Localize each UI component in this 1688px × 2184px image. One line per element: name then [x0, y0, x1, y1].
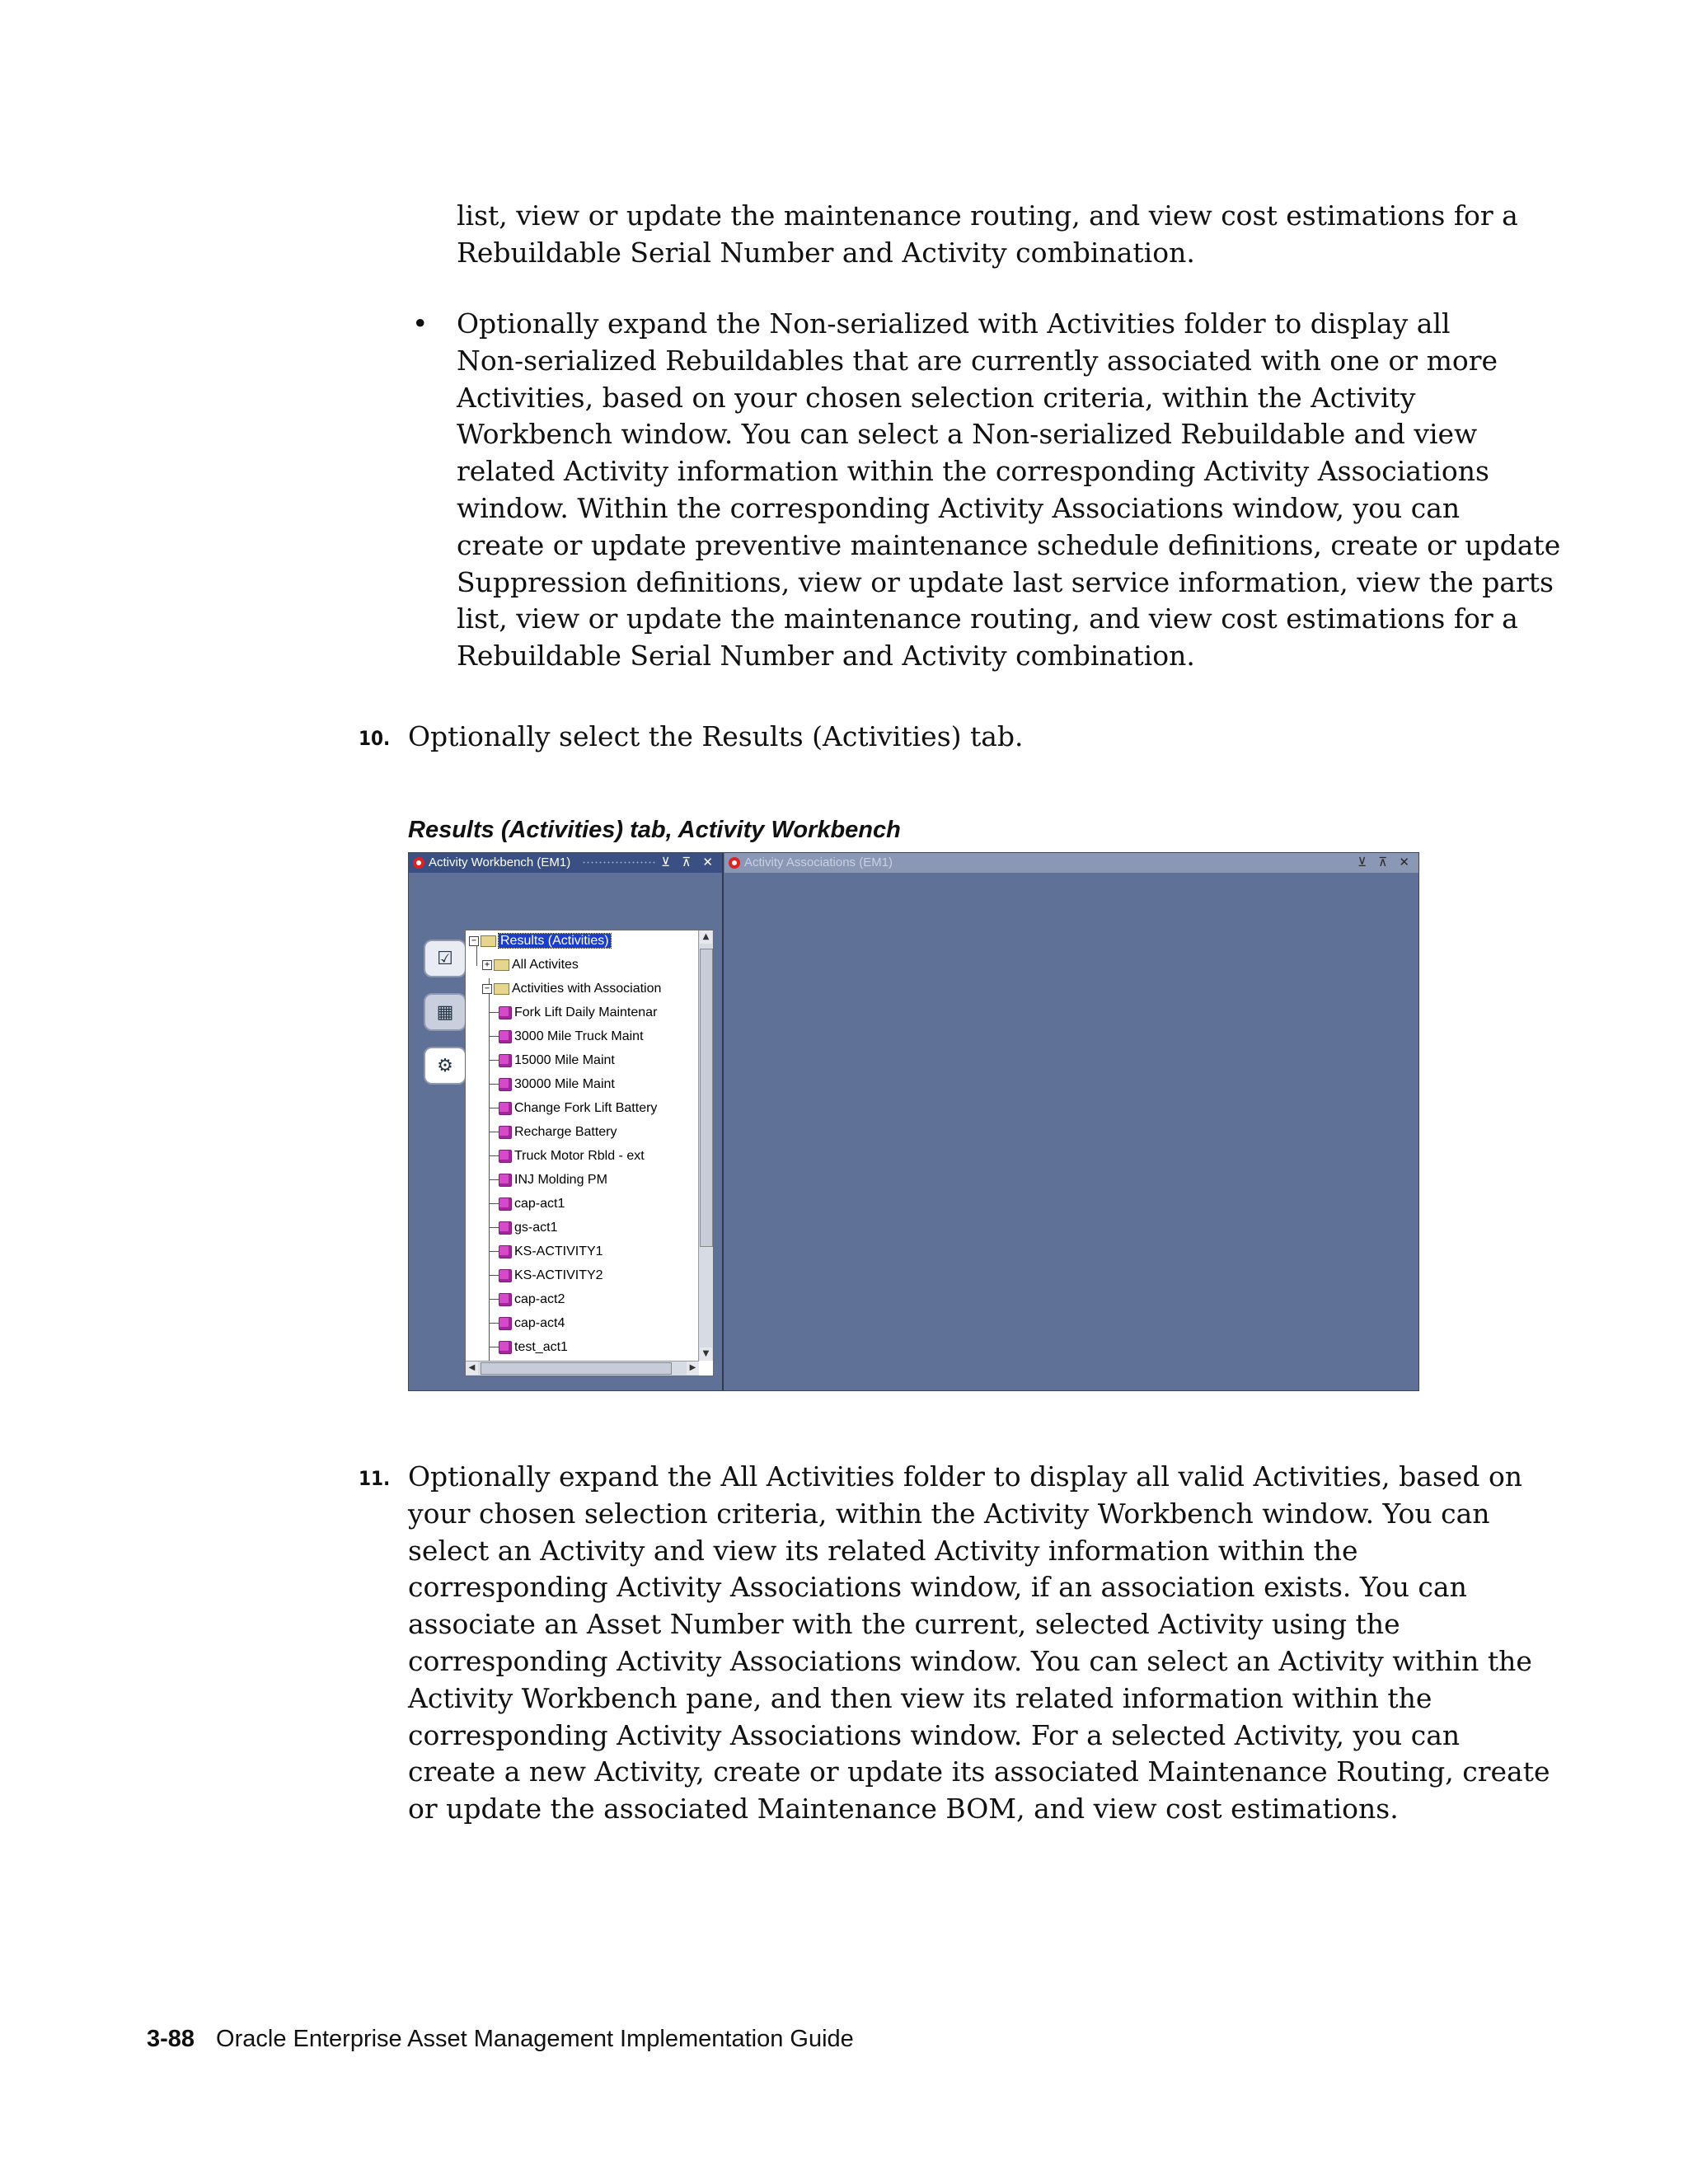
- text-line: Suppression definitions, view or update last service information, view the parts: [457, 565, 1554, 598]
- window-titlebar[interactable]: [409, 853, 722, 873]
- text-line: corresponding Activity Associations window. You can select an Activity within the: [408, 1644, 1532, 1677]
- tree-connector: [489, 1203, 499, 1204]
- step-paragraph: [408, 1459, 1550, 1828]
- window-title: Activity Associations (EM1): [744, 855, 893, 869]
- activity-cube-icon: [499, 1078, 512, 1091]
- text-line: Optionally expand the Non-serialized with Activities folder to display all: [457, 307, 1451, 340]
- activity-workbench-window: [409, 853, 724, 1390]
- tree-node-activity[interactable]: [489, 1098, 657, 1119]
- tree-node-root[interactable]: [469, 930, 611, 952]
- oracle-logo-icon: [729, 857, 740, 869]
- scroll-right-icon[interactable]: ▶: [687, 1361, 699, 1375]
- node-label[interactable]: Recharge Battery: [514, 1125, 617, 1139]
- tree-node-activity[interactable]: [489, 1146, 645, 1167]
- tree-node-activity[interactable]: [489, 1313, 565, 1334]
- collapse-icon[interactable]: −: [469, 936, 479, 946]
- window-controls[interactable]: ⊻ ⊼ ✕: [661, 855, 717, 869]
- activity-cube-icon: [499, 1006, 512, 1019]
- tree-connector: [489, 1012, 499, 1013]
- step-number: 11.: [359, 1467, 391, 1490]
- window-title: Activity Workbench (EM1): [429, 855, 571, 869]
- activity-cube-icon: [499, 1102, 512, 1115]
- activity-cube-icon: [499, 1150, 512, 1163]
- activity-cube-icon: [499, 1126, 512, 1139]
- text-line: Rebuildable Serial Number and Activity combination.: [457, 640, 1195, 673]
- text-line: Rebuildable Serial Number and Activity combination.: [457, 236, 1195, 269]
- expand-icon[interactable]: +: [482, 960, 492, 970]
- tree-node-activity[interactable]: [489, 1337, 568, 1358]
- text-line: list, view or update the maintenance routing, and view cost estimations for a: [457, 602, 1518, 635]
- activity-cube-icon: [499, 1341, 512, 1354]
- text-line: Optionally expand the All Activities folder to display all valid Activities, based on: [408, 1460, 1523, 1493]
- node-label[interactable]: test_act1: [514, 1340, 568, 1354]
- text-line: or update the associated Maintenance BOM, and view cost estimations.: [408, 1793, 1399, 1825]
- activity-cube-icon: [499, 1197, 512, 1211]
- tree-node-folder[interactable]: [482, 954, 579, 976]
- tree-connector: [489, 1155, 499, 1156]
- activity-cube-icon: [499, 1317, 512, 1330]
- checklist-icon[interactable]: ☑: [424, 940, 467, 977]
- node-label[interactable]: Activities with Association: [512, 982, 662, 996]
- node-label[interactable]: Results (Activities): [500, 934, 609, 948]
- screenshot-figure: [408, 852, 1419, 1391]
- tree-node-activity[interactable]: [489, 1074, 615, 1095]
- node-label[interactable]: 3000 Mile Truck Maint: [514, 1029, 644, 1043]
- tree-node-activity[interactable]: [489, 1193, 565, 1215]
- tree-connector: [489, 1179, 499, 1180]
- node-label[interactable]: Fork Lift Daily Maintenar: [514, 1005, 658, 1019]
- bullet-paragraph: [457, 306, 1560, 675]
- tree-connector: [489, 1036, 499, 1037]
- intro-paragraph: [457, 198, 1518, 272]
- folder-icon: [494, 983, 509, 995]
- node-label[interactable]: Truck Motor Rbld - ext: [514, 1149, 645, 1163]
- oracle-logo-icon: [413, 857, 424, 869]
- window-controls[interactable]: ⊻ ⊼ ✕: [1357, 855, 1414, 869]
- vertical-scrollbar[interactable]: [698, 930, 713, 1361]
- book-title: Oracle Enterprise Asset Management Implementation Guide: [216, 2026, 854, 2052]
- folder-icon: [494, 959, 509, 971]
- page-footer: [147, 2026, 854, 2053]
- activity-flow-icon[interactable]: ⚙: [424, 1047, 467, 1085]
- tree-connector: [489, 1251, 499, 1252]
- checklist-cube-icon[interactable]: ▦: [424, 993, 467, 1031]
- page-number: 3-88: [147, 2026, 195, 2052]
- text-line: associate an Asset Number with the current, selected Activity using the: [408, 1608, 1400, 1641]
- text-line: list, view or update the maintenance routing, and view cost estimations for a: [457, 199, 1518, 232]
- results-folder-icon: [481, 935, 496, 947]
- node-label[interactable]: 15000 Mile Maint: [514, 1053, 615, 1067]
- figure-caption: Results (Activities) tab, Activity Workbench: [408, 817, 901, 843]
- horizontal-scrollbar[interactable]: [466, 1361, 699, 1376]
- tree-node-folder[interactable]: [482, 978, 661, 1000]
- tree-connector: [489, 1227, 499, 1228]
- text-line: corresponding Activity Associations window, if an association exists. You can: [408, 1571, 1467, 1604]
- activity-cube-icon: [499, 1269, 512, 1282]
- activity-cube-icon: [499, 1293, 512, 1306]
- node-label[interactable]: Change Fork Lift Battery: [514, 1101, 658, 1115]
- activity-associations-window: [724, 853, 1418, 1390]
- node-label[interactable]: cap-act4: [514, 1316, 565, 1330]
- text-line: Non-serialized Rebuildables that are currently associated with one or more: [457, 344, 1498, 377]
- text-line: select an Activity and view its related Activity information within the: [408, 1534, 1358, 1567]
- node-label[interactable]: KS-ACTIVITY1: [514, 1244, 603, 1258]
- scroll-down-icon[interactable]: ▼: [700, 1347, 712, 1361]
- step-number: 10.: [359, 727, 391, 750]
- tree-connector: [489, 1323, 499, 1324]
- text-line: related Activity information within the corresponding Activity Associations: [457, 455, 1489, 488]
- activity-cube-icon: [499, 1174, 512, 1187]
- node-label[interactable]: INJ Molding PM: [514, 1173, 607, 1187]
- node-label[interactable]: cap-act1: [514, 1197, 565, 1211]
- text-line: your chosen selection criteria, within the Activity Workbench window. You can: [408, 1497, 1490, 1530]
- window-titlebar[interactable]: [724, 853, 1418, 873]
- activity-cube-icon: [499, 1030, 512, 1043]
- tree-node-activity[interactable]: [489, 1169, 607, 1191]
- tree-connector: [489, 1084, 499, 1085]
- scroll-left-icon[interactable]: ◀: [466, 1361, 478, 1375]
- tree-connector: [489, 1275, 499, 1276]
- node-label[interactable]: gs-act1: [514, 1221, 558, 1235]
- text-line: window. Within the corresponding Activity Associations window, you can: [457, 491, 1461, 524]
- node-label[interactable]: All Activites: [512, 958, 579, 972]
- tree-node-activity[interactable]: [489, 1217, 557, 1239]
- scroll-thumb[interactable]: [481, 1362, 672, 1375]
- activity-cube-icon: [499, 1245, 512, 1258]
- tree-node-activity[interactable]: [489, 1265, 603, 1286]
- activity-cube-icon: [499, 1054, 512, 1067]
- tree-connector: [489, 1060, 499, 1061]
- text-line: Activities, based on your chosen selection criteria, within the Activity: [457, 381, 1416, 414]
- activity-cube-icon: [499, 1221, 512, 1235]
- node-label[interactable]: 30000 Mile Maint: [514, 1077, 615, 1091]
- tree-node-activity[interactable]: [489, 1241, 603, 1263]
- text-line: create a new Activity, create or update its associated Maintenance Routing, create: [408, 1755, 1550, 1788]
- tree-node-activity[interactable]: [489, 1289, 565, 1310]
- drag-handle[interactable]: [582, 860, 656, 865]
- text-line: create or update preventive maintenance schedule definitions, create or update: [457, 528, 1561, 561]
- scroll-up-icon[interactable]: ▲: [700, 930, 712, 944]
- collapse-icon[interactable]: −: [482, 984, 492, 994]
- node-label[interactable]: KS-ACTIVITY2: [514, 1268, 603, 1282]
- node-label[interactable]: cap-act2: [514, 1292, 565, 1306]
- tree-node-activity[interactable]: [489, 1050, 615, 1071]
- tree-node-activity[interactable]: [489, 1122, 617, 1143]
- text-line: Workbench window. You can select a Non-serialized Rebuildable and view: [457, 418, 1478, 451]
- tree-node-activity[interactable]: [489, 1002, 657, 1024]
- text-line: corresponding Activity Associations window. For a selected Activity, you can: [408, 1718, 1461, 1751]
- results-tree[interactable]: [465, 930, 714, 1376]
- text-line: Activity Workbench pane, and then view its related information within the: [408, 1681, 1432, 1714]
- tree-connector: [489, 1299, 499, 1300]
- step-text: Optionally select the Results (Activities) tab.: [408, 720, 1024, 752]
- scroll-thumb[interactable]: [700, 949, 713, 1247]
- tree-node-activity[interactable]: [489, 1026, 644, 1047]
- bullet-symbol: •: [412, 307, 429, 340]
